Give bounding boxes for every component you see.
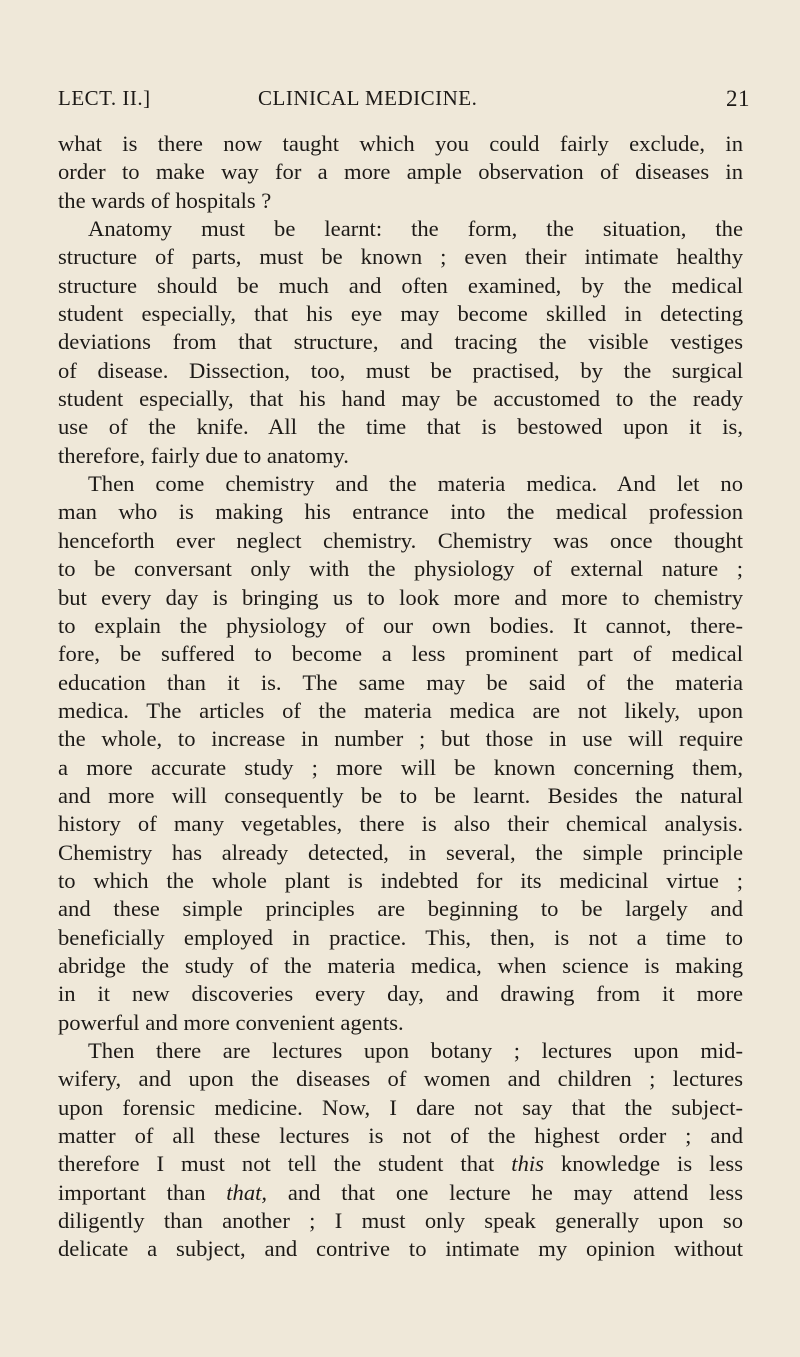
line-segment: important than: [58, 1179, 206, 1205]
text-line: but every day is bringing us to look more and more to chemistry: [58, 584, 743, 610]
text-line: powerful and more convenient agents.: [58, 1009, 404, 1035]
emphasis-this: this: [511, 1151, 544, 1177]
page-number: 21: [726, 86, 750, 111]
text-line: man who is making his entrance into the medical profession: [58, 499, 743, 525]
text-line: use of the knife. All the time that is bestowed upon it is,: [58, 414, 743, 440]
text-line: Anatomy must be learnt: the form, the situation, the: [88, 216, 743, 242]
text-line: diligently than another ; I must only speak generally upon so: [58, 1208, 743, 1234]
body-text: [58, 130, 743, 1264]
text-line: Then come chemistry and the materia medica. And let no: [88, 471, 743, 497]
text-line: upon forensic medicine. Now, I dare not say that the subject-: [58, 1094, 743, 1120]
text-line: of disease. Dissection, too, must be practised, by the surgical: [58, 357, 743, 383]
text-line: beneficially employed in practice. This, then, is not a time to: [58, 924, 743, 950]
text-line: history of many vegetables, there is also their chemical analysis.: [58, 811, 743, 837]
text-line: to explain the physiology of our own bodies. It cannot, there-: [58, 612, 743, 638]
text-line-with-emphasis: [58, 1150, 743, 1178]
line-segment: and that one lecture he may attend less: [287, 1179, 743, 1205]
text-line: a more accurate study ; more will be known concerning them,: [58, 754, 743, 780]
text-line: student especially, that his eye may become skilled in detecting: [58, 301, 743, 327]
text-line: what is there now taught which you could fairly exclude, in: [58, 131, 743, 156]
text-line: therefore, fairly due to anatomy.: [58, 442, 349, 468]
lecture-marker: LECT. II.]: [58, 86, 151, 110]
text-line: wifery, and upon the diseases of women and children ; lectures: [58, 1066, 743, 1092]
line-segment: therefore I must not tell the student that: [58, 1151, 495, 1177]
text-line: Then there are lectures upon botany ; lectures upon mid-: [88, 1038, 743, 1063]
text-line: medica. The articles of the materia medica are not likely, upon: [58, 697, 743, 723]
text-line: delicate a subject, and contrive to intimate my opinion without: [58, 1236, 743, 1262]
text-line: structure of parts, must be known ; even their intimate healthy: [58, 244, 743, 270]
text-line: matter of all these lectures is not of the highest order ; and: [58, 1123, 743, 1149]
text-line: Chemistry has already detected, in several, the simple principle: [58, 839, 743, 865]
text-line: the whole, to increase in number ; but those in use will require: [58, 726, 743, 752]
running-head: [0, 86, 800, 116]
text-line: and more will consequently be to be learnt. Besides the natural: [58, 782, 743, 808]
text-line: deviations from that structure, and tracing the visible vestiges: [58, 329, 743, 355]
text-line: in it new discoveries every day, and drawing from it more: [58, 981, 743, 1007]
text-line: abridge the study of the materia medica, when science is making: [58, 952, 743, 978]
emphasis-that: that,: [226, 1179, 268, 1205]
running-title: CLINICAL MEDICINE.: [258, 86, 478, 110]
text-line: order to make way for a more ample observation of diseases in: [58, 159, 743, 185]
text-line: henceforth ever neglect chemistry. Chemistry was once thought: [58, 527, 743, 553]
text-line: to be conversant only with the physiology of external nature ;: [58, 556, 743, 582]
text-line: to which the whole plant is indebted for its medicinal virtue ;: [58, 867, 743, 893]
text-line: structure should be much and often examined, by the medical: [58, 272, 743, 298]
text-line: and these simple principles are beginning to be largely and: [58, 896, 743, 922]
text-line: fore, be suffered to become a less prominent part of medical: [58, 641, 743, 667]
text-line-with-emphasis: [58, 1179, 743, 1207]
text-line: education than it is. The same may be said of the materia: [58, 669, 743, 695]
line-segment: knowledge is less: [560, 1151, 743, 1177]
text-line: student especially, that his hand may be accustomed to the ready: [58, 386, 743, 412]
text-line: the wards of hospitals ?: [58, 187, 272, 213]
